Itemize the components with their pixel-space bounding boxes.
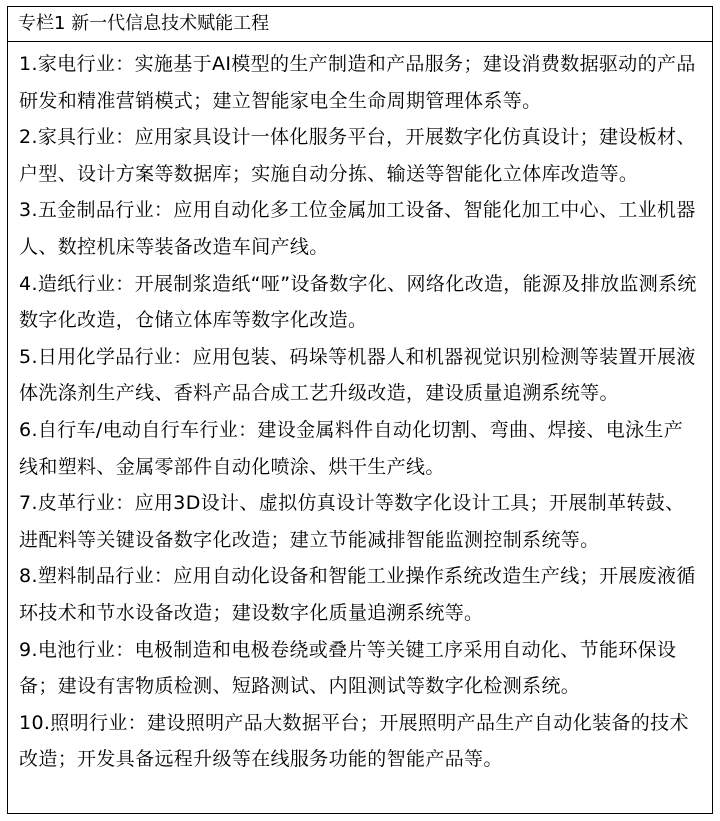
list-item-leather: 7.皮革行业：应用3D设计、虚拟仿真设计等数字化设计工具；开展制革转鼓、进配料等关键设备数字化改造；建立节能减排智能监测控制系统等。 [19,492,685,551]
list-item-bicycle: 6.自行车/电动自行车行业：建设金属料件自动化切割、弯曲、焊接、电泳生产线和塑料、金属零部件自动化喷涂、烘干生产线。 [19,418,684,478]
list-item-daily-chemicals: 5.日用化学品行业：应用包装、码垛等机器人和机器视觉识别检测等装置开展液体洗涤剂生产线、香料产品合成工艺升级改造，建设质量追溯系统等。 [19,345,696,405]
list-item-appliance: 1.家电行业：实施基于AI模型的生产制造和产品服务；建设消费数据驱动的产品研发和精准营销模式；建立智能家电全生命周期管理体系等。 [19,53,696,112]
box-title: 专栏1 新一代信息技术赋能工程 [8,7,712,42]
feature-box [7,6,713,814]
list-item-furniture: 2.家具行业：应用家具设计一体化服务平台，开展数字化仿真设计；建设板材、户型、设计方案等数据库；实施自动分拣、输送等智能化立体库改造等。 [19,126,696,185]
list-item-plastics: 8.塑料制品行业：应用自动化设备和智能工业操作系统改造生产线；开展废液循环技术和节水设备改造；建设数字化质量追溯系统等。 [19,565,696,624]
list-item-hardware: 3.五金制品行业：应用自动化多工位金属加工设备、智能化加工中心、工业机器人、数控机床等装备改造车间产线。 [19,199,696,258]
box-content [8,42,712,778]
list-item-battery: 9.电池行业：电极制造和电极卷绕或叠片等关键工序采用自动化、节能环保设备；建设有害物质检测、短路测试、内阻测试等数字化检测系统。 [19,638,677,698]
list-item-lighting: 10.照明行业：建设照明产品大数据平台；开展照明产品生产自动化装备的技术改造；开发具备远程升级等在线服务功能的智能产品等。 [19,711,689,771]
list-item-papermaking: 4.造纸行业：开展制浆造纸“哑”设备数字化、网络化改造，能源及排放监测系统数字化改造，仓储立体库等数字化改造。 [19,272,697,332]
